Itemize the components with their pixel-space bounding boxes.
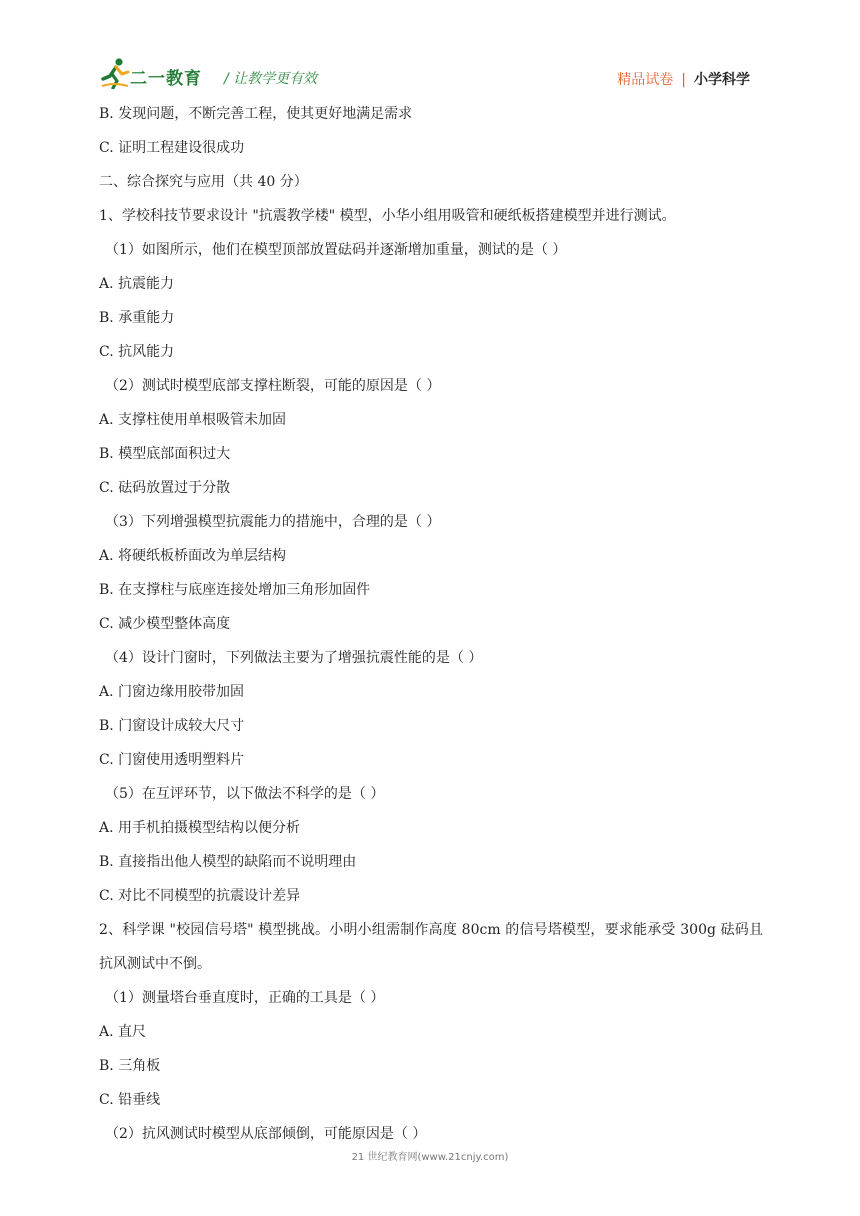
- option-line: B. 模型底部面积过大: [99, 446, 231, 462]
- logo-text: 二一教育: [130, 69, 202, 89]
- header-right: [617, 69, 750, 89]
- option-line: C. 砝码放置过于分散: [99, 480, 231, 496]
- option-line: B. 门窗设计成较大尺寸: [99, 718, 245, 734]
- option-line: C. 门窗使用透明塑料片: [99, 752, 245, 768]
- option-line: A. 门窗边缘用胶带加固: [99, 684, 245, 700]
- option-line: C. 证明工程建设很成功: [99, 140, 245, 156]
- sub-question: （4）设计门窗时，下列做法主要为了增强抗震性能的是（ ）: [105, 650, 483, 666]
- option-line: A. 抗震能力: [99, 276, 175, 292]
- page-footer: 21 世纪教育网(www.21cnjy.com): [351, 1152, 509, 1163]
- option-line: B. 发现问题，不断完善工程，使其更好地满足需求: [99, 106, 413, 122]
- subject-label: 小学科学: [694, 72, 750, 88]
- option-line: C. 对比不同模型的抗震设计差异: [99, 888, 301, 904]
- option-line: B. 承重能力: [99, 310, 175, 326]
- option-line: A. 用手机拍摄模型结构以便分析: [99, 820, 301, 836]
- option-line: A. 直尺: [99, 1024, 147, 1040]
- option-line: C. 减少模型整体高度: [99, 616, 231, 632]
- section-heading: 二、综合探究与应用（共 40 分）: [99, 174, 308, 190]
- sub-question: （2）测试时模型底部支撑柱断裂，可能的原因是（ ）: [105, 378, 441, 394]
- option-line: B. 直接指出他人模型的缺陷而不说明理由: [99, 854, 357, 870]
- sub-question: （1）如图所示，他们在模型顶部放置砝码并逐渐增加重量，测试的是（ ）: [105, 242, 567, 258]
- option-line: A. 将硬纸板桥面改为单层结构: [99, 548, 287, 564]
- sub-question: （5）在互评环节，以下做法不科学的是（ ）: [105, 786, 385, 802]
- question-stem: 1、学校科技节要求设计 "抗震教学楼" 模型，小华小组用吸管和硬纸板搭建模型并进行测试。: [99, 208, 676, 224]
- document-body: [99, 104, 763, 1158]
- option-line: A. 支撑柱使用单根吸管未加固: [99, 412, 287, 428]
- sub-question: （3）下列增强模型抗震能力的措施中，合理的是（ ）: [105, 514, 441, 530]
- logo: [100, 55, 224, 91]
- question-stem: 2、科学课 "校园信号塔" 模型挑战。小明小组需制作高度 80cm 的信号塔模型，要求能承受 300g 砝码且抗风测试中不倒。: [99, 922, 763, 972]
- page-header: [100, 55, 760, 95]
- sub-question: （1）测量塔台垂直度时，正确的工具是（ ）: [105, 990, 385, 1006]
- slogan: / 让教学更有效: [224, 71, 318, 87]
- option-line: B. 三角板: [99, 1058, 161, 1074]
- option-line: C. 抗风能力: [99, 344, 175, 360]
- option-line: C. 铅垂线: [99, 1092, 161, 1108]
- option-line: B. 在支撑柱与底座连接处增加三角形加固件: [99, 582, 371, 598]
- product-label: 精品试卷: [617, 72, 674, 88]
- sub-question: （2）抗风测试时模型从底部倾倒，可能原因是（ ）: [105, 1126, 427, 1142]
- runner-logo-icon: [100, 57, 130, 89]
- header-separator: |: [681, 72, 686, 88]
